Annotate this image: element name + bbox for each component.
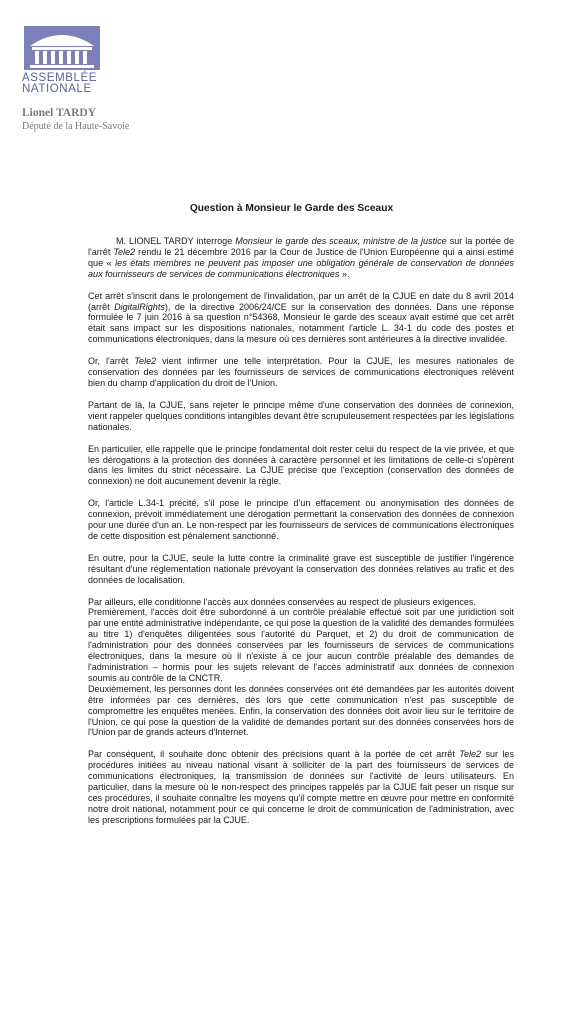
paragraph-9 [88, 749, 514, 825]
paragraph-7: En outre, pour la CJUE, seule la lutte contre la criminalité grave est susceptible de justifier l'ingérence résultant d'une réglementation nationale prévoyant la conservation des données relatives au trafic et des données de localisation. [88, 552, 514, 585]
text-run: ». [339, 268, 350, 279]
paragraph-4: Partant de là, la CJUE, sans rejeter le principe même d'une conservation des données de connexion, vient rappeler quelques conditions intangibles devant être scrupuleusement respectées par les législations nationales. [88, 399, 514, 432]
text-run-italic: Monsieur le garde des sceaux, ministre de la justice [235, 236, 447, 246]
paragraph-3 [88, 356, 514, 389]
text-run: ), de la directive 2006/24/CE sur la conservation des données. Dans une réponse formulée le 7 juin 2016 à sa question n°54368, Monsieur le garde des sceaux avait estimé que cet arrêt était sans impact sur les dispositions nationales, notamment l'article L. 34-1 du code des postes et communications électroniques, dans la mesure où ces dernières sont antérieures à la directive invalidée. [88, 301, 514, 345]
hemicycle-icon [24, 26, 100, 70]
paragraph-8b: Premièrement, l'accès doit être subordonné à un contrôle préalable effectué soit par une juridiction soit par une entité administrative indépendante, ce qui pose la question de la validité des demandes formulées au titre 1) d'enquêtes diligentées sous l'autorité du Parquet, et 2) du droit de communication de l'administration pour des données conservées par les fournisseurs de services de communications électroniques, dans la mesure où il n'existe à ce jour aucun contrôle préalable des demandes de l'administration – hormis pour les sujets relevant de l'accès administratif aux données de connexion soumis au contrôle de la CNCTR. [88, 607, 514, 683]
text-run-italic: Tele2 [134, 356, 157, 367]
text-run: Par conséquent, il souhaite donc obtenir des précisions quant à la portée de cet arrêt [88, 749, 460, 760]
text-run: sur les procédures initiées au niveau national visant à solliciter de la part des fournisseurs de services de communications électroniques, la transmission de données sur l'activité de leurs utilisateurs. En particulier, dans la mesure où le non-respect des principes rappelés par la CJUE fait peser un risque sur ces procédures, il souhaite connaître les moyens qu'il compte mettre en œuvre pour mettre en conformité notre droit national, notamment pour ce qui concerne le droit de communication de l'administration, avec les prescriptions formulées par la CJUE. [88, 749, 514, 825]
text-run: M. LIONEL TARDY interroge [116, 236, 236, 246]
paragraph-8a: Par ailleurs, elle conditionne l'accès aux données conservées au respect de plusieurs exigences. [88, 596, 476, 607]
question-title: Question à Monsieur le Garde des Sceaux [189, 203, 394, 214]
text-run-italic: Tele2 [459, 749, 482, 760]
text-run: rendu le 21 décembre 2016 par la Cour de Justice de l'Union Européenne qui a ainsi estimé que « [88, 246, 514, 268]
paragraph-5: En particulier, elle rappelle que le principe fondamental doit rester celui du respect de la vie privée, et que les dérogations à la protection des données à caractère personnel et les limitations de celle-ci s'opèrent dans les limites du strict nécessaire. La CJUE précise que l'exception (conservation des données de connexion) ne doit aucunement devenir la règle. [88, 443, 514, 487]
text-run: sur la portée de l'arrêt [88, 236, 514, 257]
text-run: vient infirmer une telle interprétation. Pour la CJUE, les mesures nationales de conservation des données par les fournisseurs de services de communications électroniques relèvent bien du champ d'application du droit de l'Union. [88, 356, 514, 388]
paragraph-1 [88, 236, 514, 280]
paragraph-6: Or, l'article L.34-1 précité, s'il pose le principe d'un effacement ou anonymisation des données de connexion, prévoit immédiatement une dérogation permettant la conservation des données de connexion pour une durée d'un an. Le non-respect par les fournisseurs de services de communications électroniques de cette disposition est pénalement sanctionné. [88, 498, 514, 541]
paragraph-2 [88, 291, 514, 346]
assemblee-nationale-logo [22, 26, 106, 95]
paragraph-8c: Deuxièmement, les personnes dont les données conservées ont été demandées par les autorités doivent être informées par ces dernières, dès lors que cette communication n'est pas susceptible de compromettre les enquêtes menées. Enfin, la conservation des données doit avoir lieu sur le territoire de l'Union, ce qui pose la question de la validité de demandes portant sur des données conservées hors de l'Union par de grands acteurs d'Internet. [88, 683, 514, 738]
logo-line-2: NATIONALE [22, 83, 92, 95]
text-run: Or, l'arrêt [88, 356, 135, 367]
text-run-italic: les états membres ne peuvent pas imposer une obligation générale de conservation de données aux fournisseurs de services de communications électroniques [88, 257, 515, 279]
text-run-italic: DigitalRights [114, 301, 165, 312]
deputy-title: Député de la Haute-Savoie [22, 121, 130, 132]
logo-line-1: ASSEMBLÉE [22, 72, 98, 84]
question-body [88, 236, 514, 837]
text-run-italic: Tele2 [113, 246, 136, 257]
deputy-name: Lionel TARDY [22, 107, 97, 119]
text-run: Cet arrêt s'inscrit dans le prolongement de l'invalidation, par un arrêt de la CJUE en date du 8 avril 2014 (arrêt [88, 290, 514, 312]
